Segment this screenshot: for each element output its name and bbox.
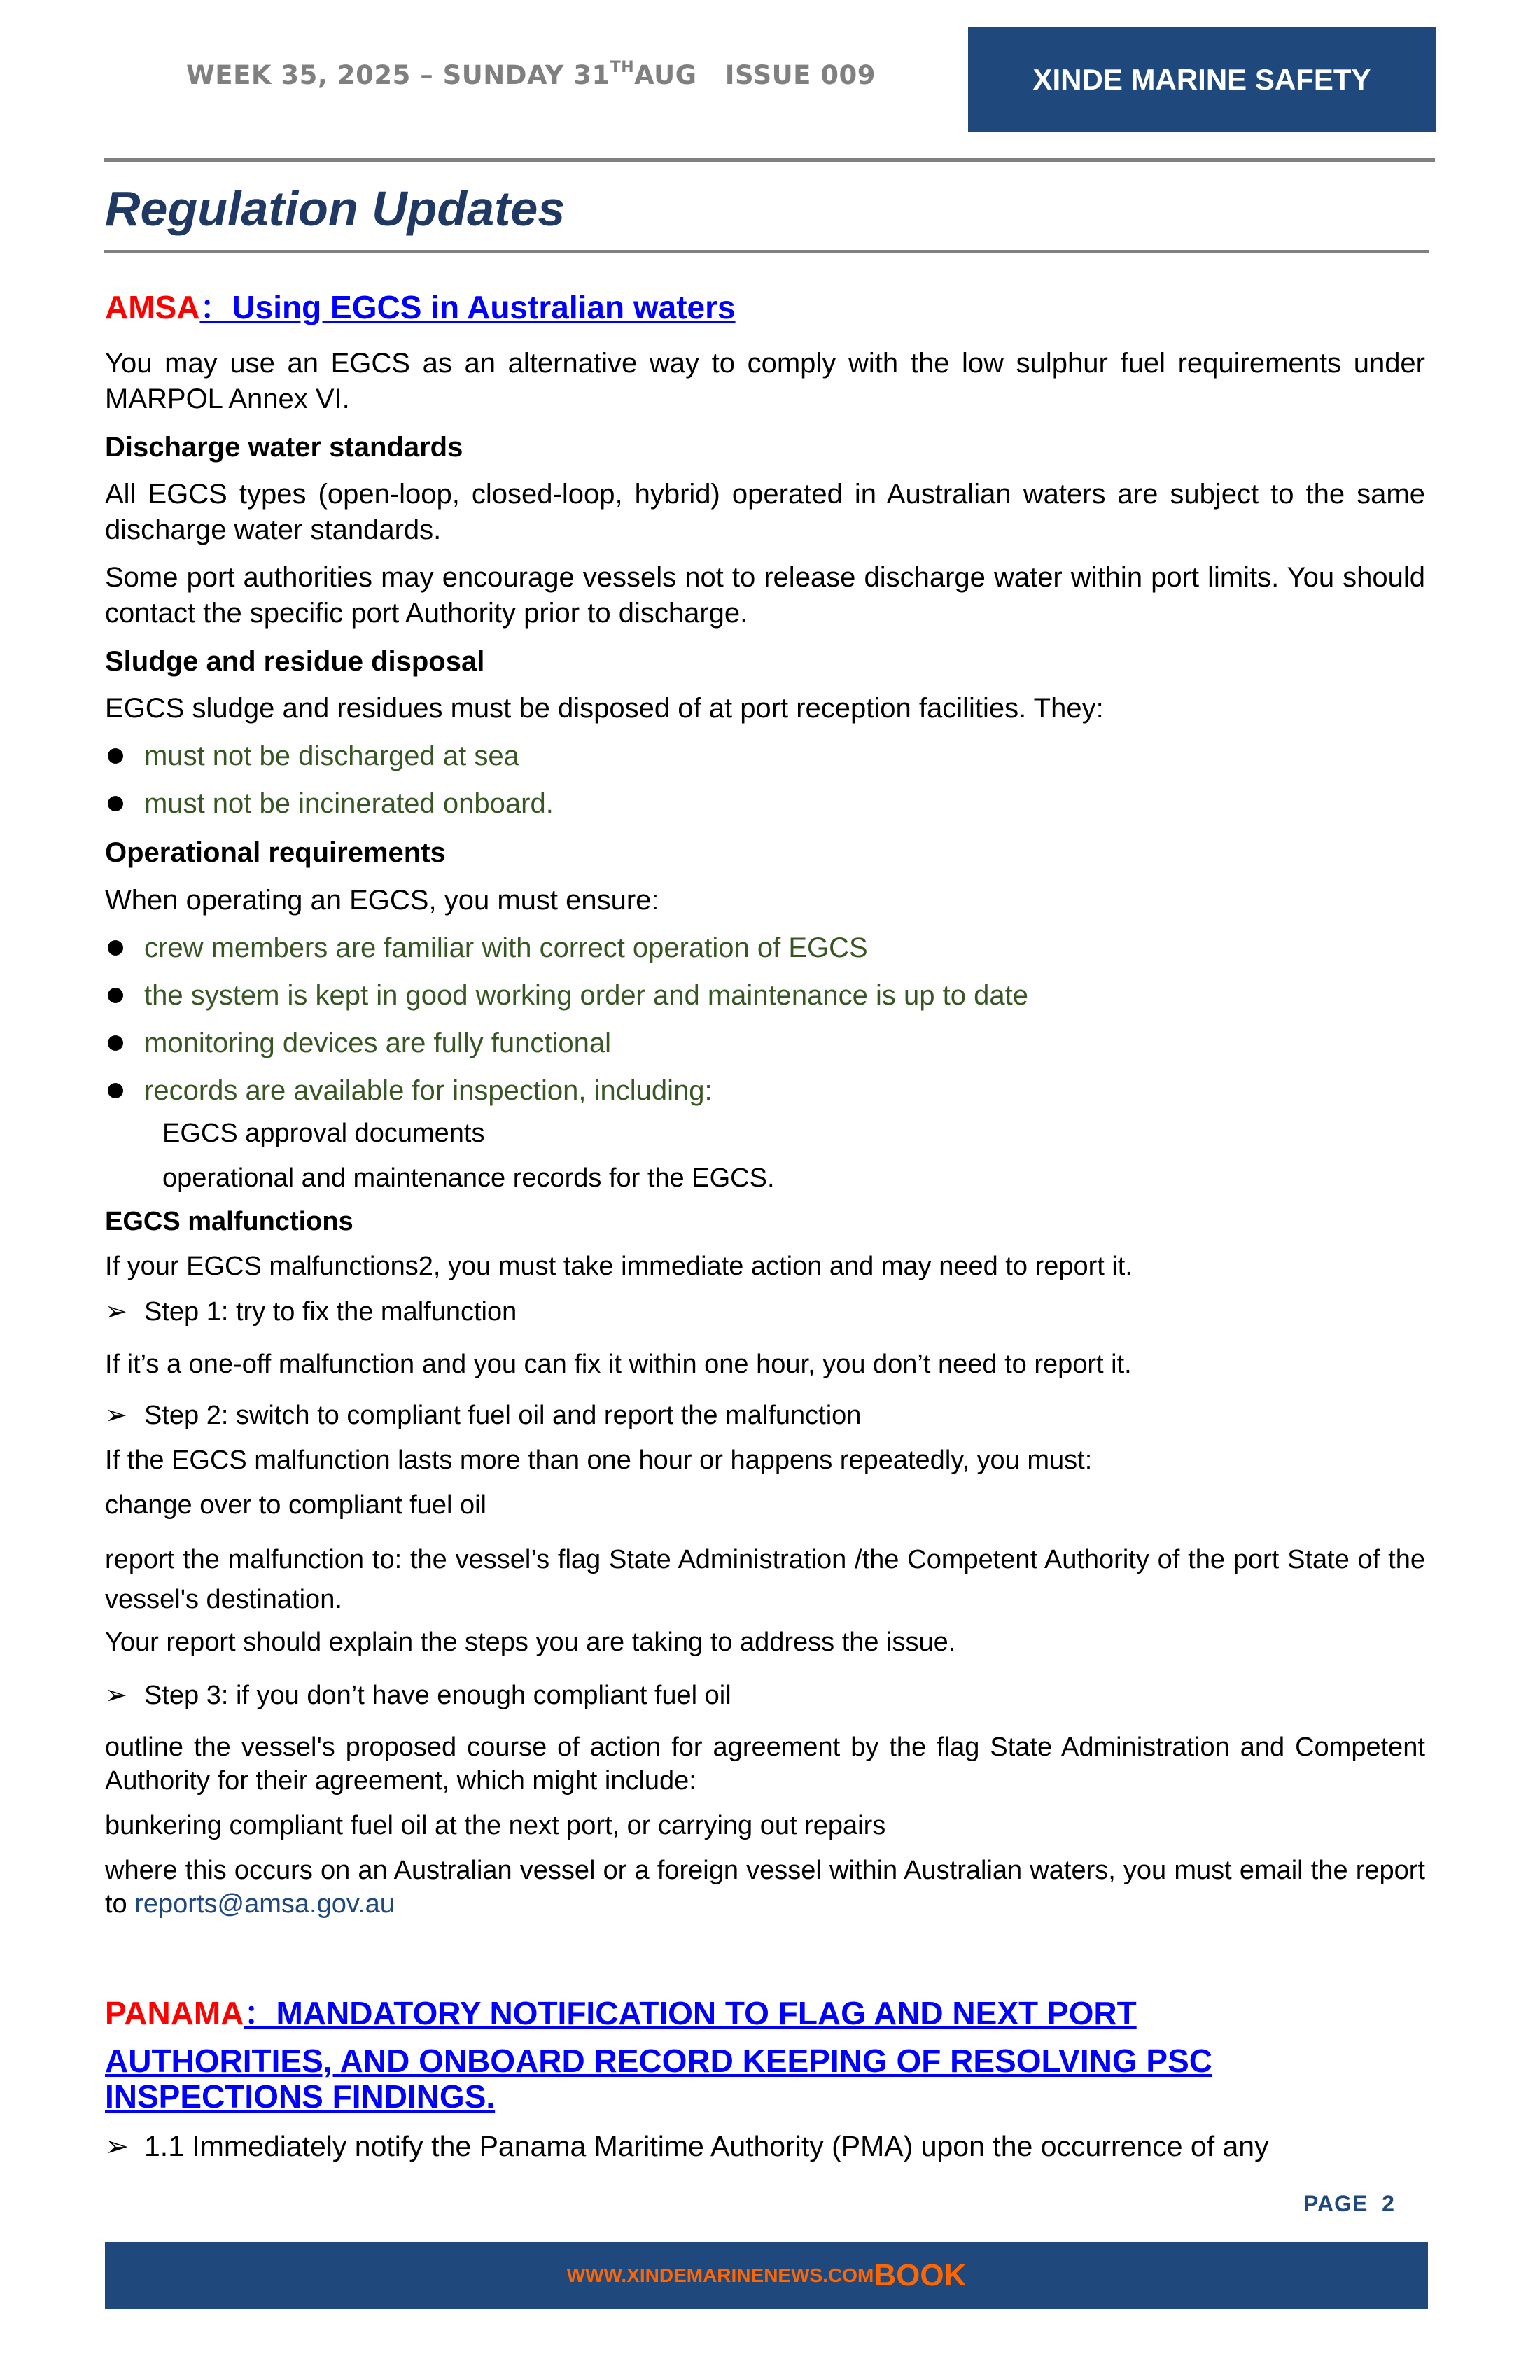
- amsa-intro: You may use an EGCS as an alternative way to comply with the low sulphur fuel requirements under MARPOL Annex VI.: [105, 348, 1425, 414]
- ops-paragraph: When operating an EGCS, you must ensure:: [105, 885, 659, 916]
- arrow-bullet-icon: ➢: [105, 1681, 127, 1710]
- amsa-article-link[interactable]: ：Using EGCS in Australian waters: [200, 289, 736, 326]
- footer-website-link[interactable]: WWW.XINDEMARINENEWS.COM: [566, 2264, 874, 2286]
- footer-book-label: BOOK: [874, 2258, 967, 2292]
- issue-info: [186, 60, 876, 90]
- arrow-bullet-icon: ➢: [105, 2130, 130, 2162]
- arrow-bullet-icon: ➢: [105, 1297, 127, 1326]
- bullet-dot-icon: [108, 1083, 123, 1098]
- section-title: Regulation Updates: [105, 181, 566, 236]
- bullet-dot-icon: [108, 988, 123, 1003]
- panama-headline: [105, 1989, 1425, 2037]
- step-2-paragraph-2: change over to compliant fuel oil: [105, 1490, 486, 1520]
- records-item-2: operational and maintenance records for the EGCS.: [162, 1163, 775, 1193]
- amsa-headline: [105, 288, 1425, 326]
- discharge-paragraph-2: Some port authorities may encourage vessels not to release discharge water within port limits. You should contact the specific port Authority prior to discharge.: [105, 562, 1425, 629]
- step-2-paragraph-1: If the EGCS malfunction lasts more than one hour or happens repeatedly, you must:: [105, 1446, 1093, 1475]
- sludge-paragraph: EGCS sludge and residues must be disposed of at port reception facilities. They:: [105, 693, 1104, 724]
- bullet-dot-icon: [108, 796, 123, 811]
- brand-name: XINDE MARINE SAFETY: [1032, 62, 1371, 96]
- discharge-paragraph-1: All EGCS types (open-loop, closed-loop, hybrid) operated in Australian waters are subject to the same discharge water standards.: [105, 479, 1425, 545]
- malfunction-paragraph: If your EGCS malfunctions2, you must take immediate action and may need to report it.: [105, 1252, 1133, 1281]
- discharge-heading: Discharge water standards: [105, 432, 463, 463]
- arrow-bullet-icon: ➢: [105, 1401, 127, 1430]
- step-3-paragraph-1: outline the vessel's proposed course of action for agreement by the flag State Administration and Competent Authority for their agreement, which might include:: [105, 1732, 1425, 1795]
- step-3-paragraph-3: where this occurs on an Australian vessel or a foreign vessel within Australian waters, you must email the report to reports@amsa.gov.au: [105, 1856, 1425, 1919]
- footer-bar: [105, 2242, 1428, 2309]
- date-ordinal: TH: [610, 59, 635, 76]
- ops-heading: Operational requirements: [105, 837, 446, 868]
- step-3-paragraph-2: bunkering compliant fuel oil at the next port, or carrying out repairs: [105, 1811, 886, 1840]
- amsa-source-label: AMSA: [105, 289, 200, 326]
- bullet-dot-icon: [108, 940, 123, 955]
- step-2-paragraph-3: report the malfunction to: the vessel’s flag State Administration /the Competent Authority of the port State of the vessel's destination.: [105, 1545, 1425, 1614]
- panama-headline-line-3: [105, 2078, 1425, 2115]
- bullet-dot-icon: [108, 1035, 123, 1051]
- records-item-1: EGCS approval documents: [162, 1119, 485, 1148]
- panama-source-label: PANAMA: [105, 1995, 244, 2031]
- email-link[interactable]: reports@amsa.gov.au: [134, 1889, 395, 1919]
- page-number: PAGE 2: [1303, 2191, 1395, 2216]
- malfunction-heading: EGCS malfunctions: [105, 1207, 354, 1236]
- panama-article-link[interactable]: ：MANDATORY NOTIFICATION TO FLAG AND NEXT PORT: [244, 1995, 1137, 2031]
- issue-date-text: WEEK 35, 2025 – SUNDAY 31: [186, 60, 610, 90]
- panama-article-link[interactable]: AUTHORITIES, AND ONBOARD RECORD KEEPING OF RESOLVING PSC: [105, 2043, 1212, 2079]
- header-divider: [104, 158, 1435, 162]
- step-1-paragraph: If it’s a one-off malfunction and you can fix it within one hour, you don’t need to report it.: [105, 1350, 1132, 1379]
- bullet-dot-icon: [108, 748, 123, 764]
- step-2-paragraph-4: Your report should explain the steps you are taking to address the issue.: [105, 1628, 956, 1657]
- title-divider: [104, 250, 1429, 253]
- panama-article-link[interactable]: INSPECTIONS FINDINGS.: [105, 2078, 496, 2115]
- brand-badge: [968, 27, 1436, 132]
- sludge-heading: Sludge and residue disposal: [105, 646, 485, 677]
- issue-number-text: AUG ISSUE 009: [634, 60, 876, 90]
